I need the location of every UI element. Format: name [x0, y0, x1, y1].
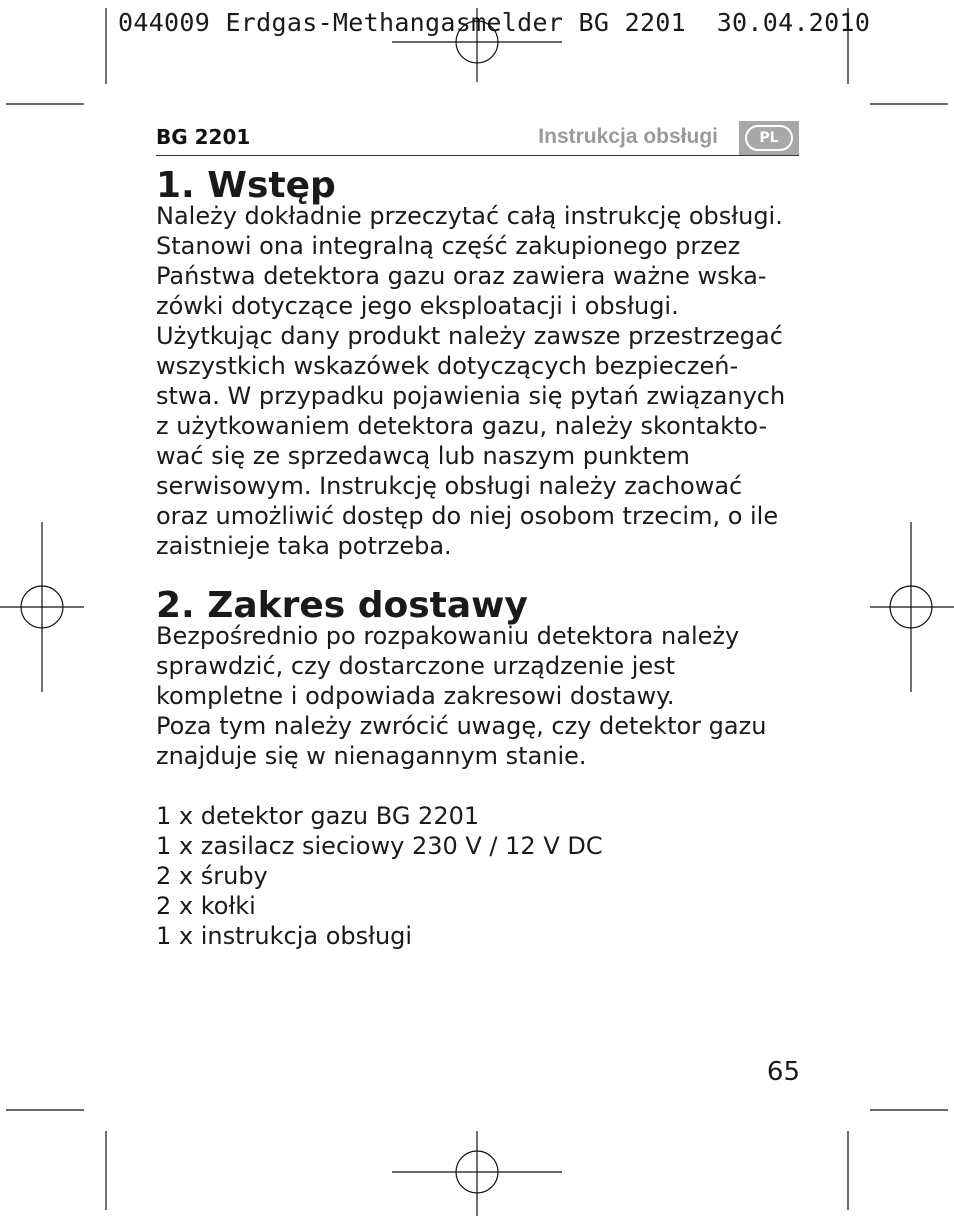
text-line: sprawdzić, czy dostarczone urządzenie jest — [156, 652, 676, 680]
text-line: Stanowi ona integralną część zakupionego przez — [156, 232, 741, 260]
text-line: wać się ze sprzedawcą lub naszym punktem — [156, 442, 690, 470]
language-code: PL — [745, 125, 793, 151]
header-model: BG 2201 — [156, 125, 251, 149]
list-item: 1 x instrukcja obsługi — [156, 922, 413, 950]
main-content — [156, 165, 806, 951]
list-item: 2 x śruby — [156, 862, 268, 890]
delivery-list — [156, 801, 806, 951]
registration-mark-right — [870, 522, 954, 692]
list-item: 2 x kołki — [156, 892, 256, 920]
section-heading: 2. Zakres dostawy — [156, 585, 528, 626]
text-line: wszystkich wskazówek dotyczących bezpieczeń- — [156, 352, 739, 380]
text-line: z użytkowaniem detektora gazu, należy skontakto- — [156, 412, 768, 440]
registration-mark-bottom — [392, 1131, 562, 1216]
list-item: 1 x zasilacz sieciowy 230 V / 12 V DC — [156, 832, 603, 860]
registration-mark-top — [392, 8, 562, 82]
text-line: kompletne i odpowiada zakresowi dostawy. — [156, 682, 675, 710]
spacer — [156, 771, 806, 801]
registration-mark-left — [0, 522, 84, 692]
text-line: Bezpośrednio po rozpakowaniu detektora należy — [156, 622, 740, 650]
section-heading: 1. Wstęp — [156, 165, 336, 206]
header-rule — [156, 155, 799, 156]
text-line: znajduje się w nienagannym stanie. — [156, 742, 587, 770]
text-line: oraz umożliwić dostęp do niej osobom trzecim, o ile — [156, 502, 779, 530]
section-paragraph — [156, 201, 806, 561]
print-slug-line: 044009 Erdgas-Methangasmelder BG 2201 30.04.2010 — [118, 8, 871, 37]
text-line: serwisowym. Instrukcję obsługi należy zachować — [156, 472, 743, 500]
text-line: Poza tym należy zwrócić uwagę, czy detektor gazu — [156, 712, 767, 740]
list-item: 1 x detektor gazu BG 2201 — [156, 802, 480, 830]
section-paragraph — [156, 621, 806, 771]
text-line: zaistnieje taka potrzeba. — [156, 532, 452, 560]
text-line: Użytkując dany produkt należy zawsze przestrzegać — [156, 322, 783, 350]
text-line: zówki dotyczące jego eksploatacji i obsługi. — [156, 292, 679, 320]
language-tab — [739, 121, 799, 155]
page-number: 65 — [766, 1057, 800, 1087]
section-introduction — [156, 165, 806, 561]
section-delivery-scope — [156, 585, 806, 951]
text-line: Należy dokładnie przeczytać całą instrukcję obsługi. — [156, 202, 783, 230]
header-title: Instrukcja obsługi — [538, 125, 718, 148]
text-line: Państwa detektora gazu oraz zawiera ważne wska- — [156, 262, 767, 290]
text-line: stwa. W przypadku pojawienia się pytań związanych — [156, 382, 786, 410]
